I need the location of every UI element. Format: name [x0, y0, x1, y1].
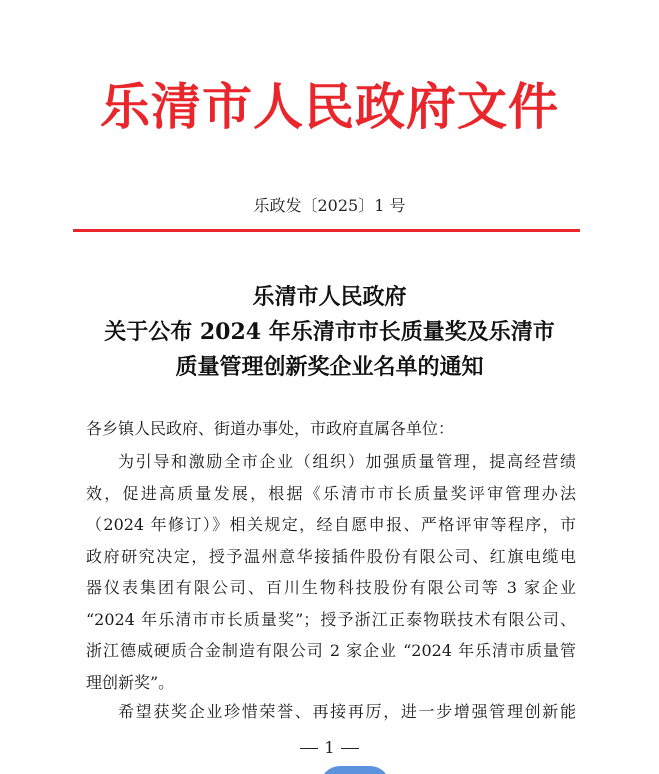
- notice-title-line: 质量管理创新奖企业名单的通知: [175, 354, 484, 380]
- red-separator-rule: [73, 229, 580, 232]
- salutation-text: 各乡镇人民政府、街道办事处，市政府直属各单位：: [86, 419, 455, 438]
- page-number-dash-left: [300, 748, 318, 749]
- page-number: [0, 738, 659, 758]
- document-number: 乐政发〔2025〕1 号: [253, 196, 406, 215]
- body-paragraph-2: [86, 696, 576, 728]
- paragraph-line: 希望获奖企业珍惜荣誉、再接再厉，进一步增强管理创新能: [118, 702, 576, 721]
- paragraph-line: （2024 年修订）》相关规定，经自愿申报、严格评审等程序，市: [86, 515, 576, 534]
- paragraph-line: 效，促进高质量发展，根据《乐清市市长质量奖评审管理办法: [86, 483, 576, 503]
- paragraph-line: “2024 年乐清市市长质量奖”；授予浙江正泰物联技术有限公司、: [86, 609, 576, 629]
- paragraph-line: 为引导和激励全市企业（组织）加强质量管理，提高经营绩: [118, 452, 576, 471]
- official-seal-edge: [320, 766, 390, 774]
- paragraph-line: 政府研究决定，授予温州意华接插件股份有限公司、红旗电缆电: [86, 546, 576, 566]
- notice-title-line: 乐清市人民政府: [252, 284, 407, 310]
- document-header-title: 乐清市人民政府文件: [100, 77, 559, 136]
- notice-title-line: 关于公布 2024 年乐清市市长质量奖及乐清市: [104, 319, 555, 345]
- body-paragraph-1: [86, 446, 576, 698]
- page-number-value: 1: [324, 738, 335, 757]
- salutation: [86, 413, 576, 445]
- paragraph-line: 浙江德威硬质合金制造有限公司 2 家企业 “2024 年乐清市质量管: [86, 641, 576, 660]
- paragraph-line: 器仪表集团有限公司、百川生物科技股份有限公司等 3 家企业: [86, 578, 576, 597]
- notice-title: [40, 280, 619, 385]
- page-number-dash-right: [341, 748, 359, 749]
- paragraph-line: 理创新奖”。: [86, 672, 175, 692]
